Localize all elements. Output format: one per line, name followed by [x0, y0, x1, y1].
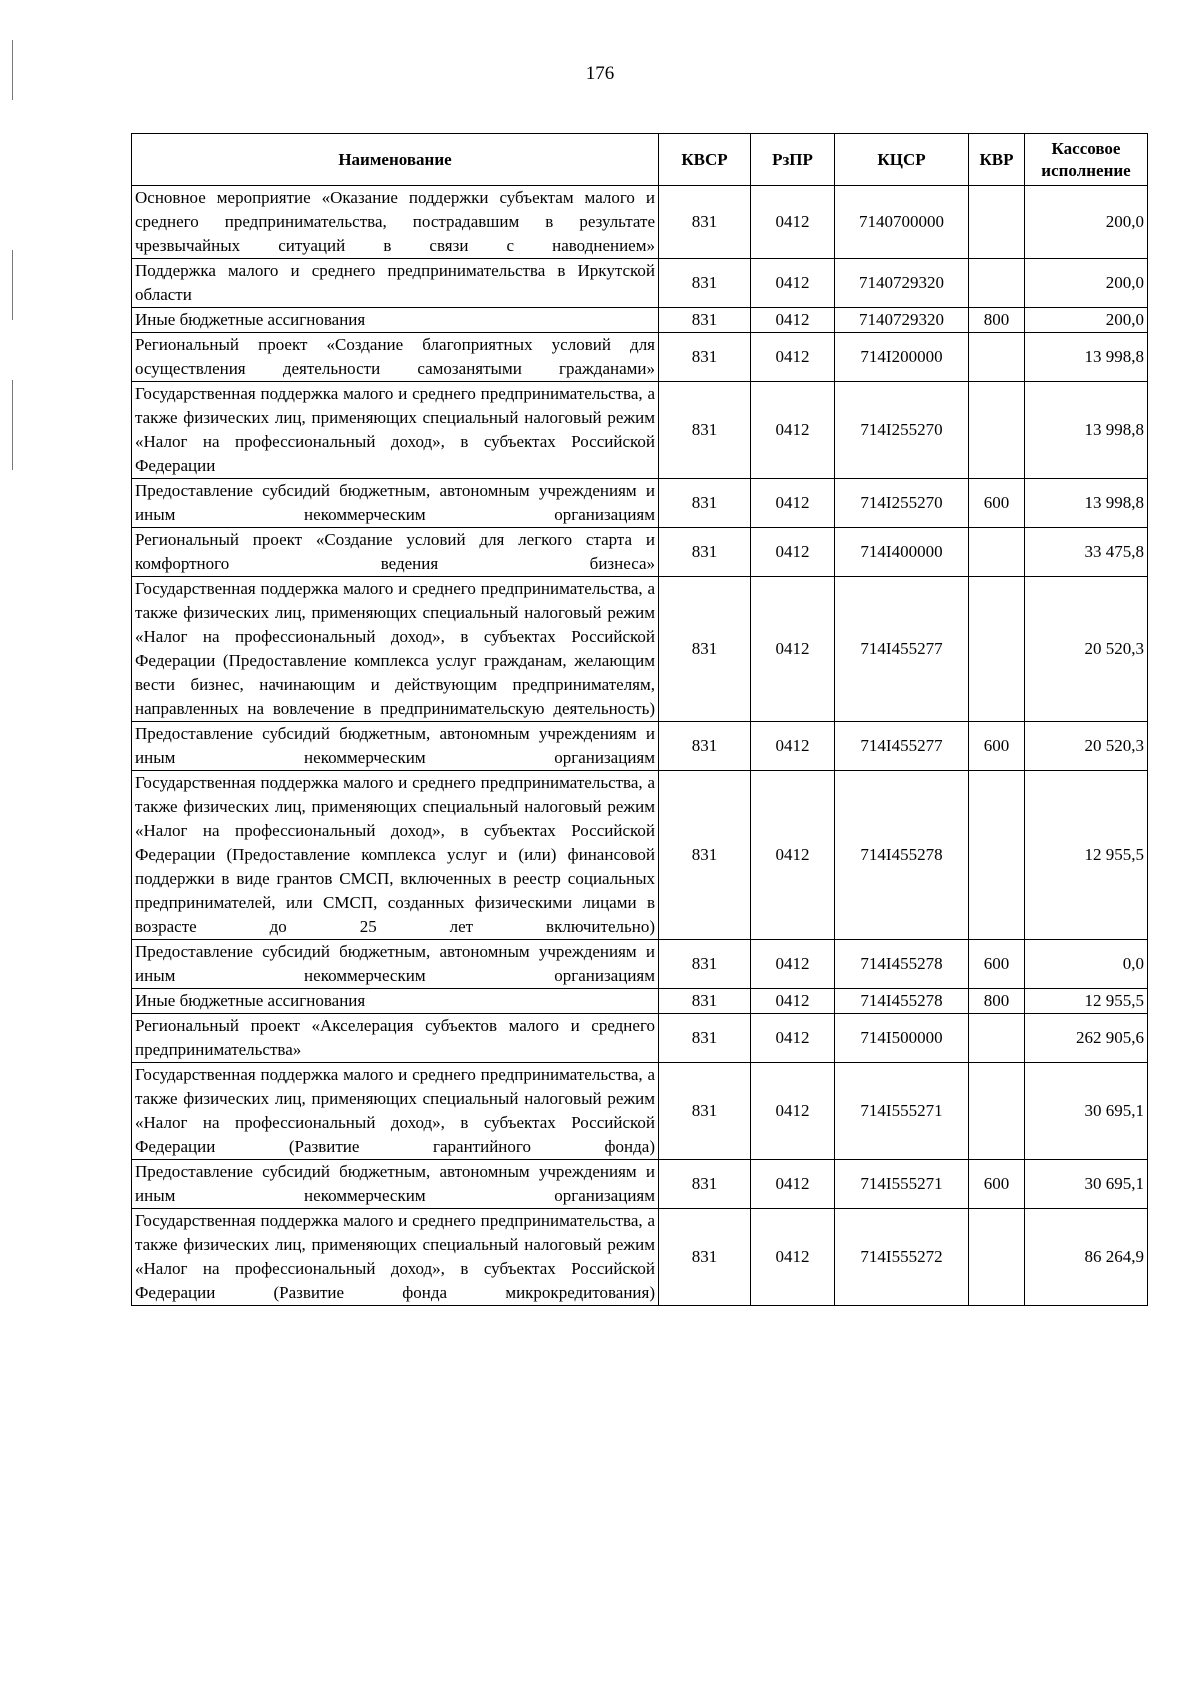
row-sum: 86 264,9: [1025, 1209, 1148, 1306]
header-kvr: КВР: [969, 134, 1025, 186]
row-kvsr: 831: [659, 528, 751, 577]
row-kvsr: 831: [659, 1014, 751, 1063]
row-kcsr: 714I455277: [835, 577, 969, 722]
row-rzpr: 0412: [751, 722, 835, 771]
row-rzpr: 0412: [751, 577, 835, 722]
table-row: [132, 1209, 1148, 1306]
row-sum: 0,0: [1025, 940, 1148, 989]
row-rzpr: 0412: [751, 1160, 835, 1209]
row-sum: 13 998,8: [1025, 382, 1148, 479]
row-sum: 12 955,5: [1025, 771, 1148, 940]
row-rzpr: 0412: [751, 771, 835, 940]
row-rzpr: 0412: [751, 1209, 835, 1306]
row-sum: 13 998,8: [1025, 479, 1148, 528]
row-kvr: [969, 1014, 1025, 1063]
page-number: 176: [585, 63, 615, 84]
table-row: [132, 308, 1148, 333]
row-sum: 33 475,8: [1025, 528, 1148, 577]
row-kvsr: 831: [659, 333, 751, 382]
row-rzpr: 0412: [751, 1014, 835, 1063]
row-name: Предоставление субсидий бюджетным, автономным учреждениям и иным некоммерческим организациям: [132, 940, 659, 989]
row-kcsr: 714I200000: [835, 333, 969, 382]
header-kvsr: КВСР: [659, 134, 751, 186]
row-name: Поддержка малого и среднего предпринимательства в Иркутской области: [132, 259, 659, 308]
row-rzpr: 0412: [751, 308, 835, 333]
row-kvr: 600: [969, 940, 1025, 989]
row-kcsr: 714I455278: [835, 940, 969, 989]
scan-edge-mark: [12, 380, 13, 470]
row-kvsr: 831: [659, 479, 751, 528]
row-kvr: [969, 1063, 1025, 1160]
row-kvsr: 831: [659, 308, 751, 333]
row-sum: 30 695,1: [1025, 1160, 1148, 1209]
row-name: Иные бюджетные ассигнования: [132, 989, 659, 1014]
table-row: [132, 940, 1148, 989]
row-kcsr: 7140729320: [835, 308, 969, 333]
row-name: Государственная поддержка малого и среднего предпринимательства, а также физических лиц, применяющих специальный налоговый режим «Налог на профессиональный доход», в субъектах Российской Федерации: [132, 382, 659, 479]
row-name: Государственная поддержка малого и среднего предпринимательства, а также физических лиц, применяющих специальный налоговый режим «Налог на профессиональный доход», в субъектах Российской Федерации (Развитие фонда микрокредитования): [132, 1209, 659, 1306]
row-kvr: [969, 771, 1025, 940]
row-rzpr: 0412: [751, 382, 835, 479]
table-row: [132, 186, 1148, 259]
row-kvr: [969, 333, 1025, 382]
row-kvsr: 831: [659, 259, 751, 308]
header-kassovoe-ispolnenie: Кассовое исполнение: [1025, 134, 1148, 186]
row-kcsr: 714I500000: [835, 1014, 969, 1063]
table-header-row: [132, 134, 1148, 186]
table-row: [132, 1014, 1148, 1063]
row-sum: 200,0: [1025, 186, 1148, 259]
row-kvsr: 831: [659, 1160, 751, 1209]
row-name: Государственная поддержка малого и среднего предпринимательства, а также физических лиц, применяющих специальный налоговый режим «Налог на профессиональный доход», в субъектах Российской Федерации (Развитие гарантийного фонда): [132, 1063, 659, 1160]
row-kcsr: 714I255270: [835, 479, 969, 528]
row-kvr: [969, 382, 1025, 479]
row-kvr: 800: [969, 308, 1025, 333]
row-name: Предоставление субсидий бюджетным, автономным учреждениям и иным некоммерческим организациям: [132, 1160, 659, 1209]
row-rzpr: 0412: [751, 479, 835, 528]
row-sum: 200,0: [1025, 308, 1148, 333]
row-sum: 13 998,8: [1025, 333, 1148, 382]
row-kcsr: 714I555271: [835, 1160, 969, 1209]
row-name: Региональный проект «Создание благоприятных условий для осуществления деятельности самозанятыми гражданами»: [132, 333, 659, 382]
row-kvsr: 831: [659, 771, 751, 940]
row-rzpr: 0412: [751, 528, 835, 577]
table-row: [132, 382, 1148, 479]
header-rzpr: РзПР: [751, 134, 835, 186]
table-row: [132, 1160, 1148, 1209]
row-kvr: [969, 577, 1025, 722]
row-sum: 12 955,5: [1025, 989, 1148, 1014]
row-sum: 20 520,3: [1025, 722, 1148, 771]
row-kcsr: 714I400000: [835, 528, 969, 577]
row-kvsr: 831: [659, 989, 751, 1014]
row-rzpr: 0412: [751, 940, 835, 989]
table-row: [132, 333, 1148, 382]
table-row: [132, 479, 1148, 528]
budget-table: [131, 133, 1148, 1306]
table-row: [132, 722, 1148, 771]
row-rzpr: 0412: [751, 259, 835, 308]
scan-edge-mark: [12, 250, 13, 320]
row-kvr: 600: [969, 1160, 1025, 1209]
row-kvsr: 831: [659, 1063, 751, 1160]
row-name: Иные бюджетные ассигнования: [132, 308, 659, 333]
row-sum: 20 520,3: [1025, 577, 1148, 722]
row-kcsr: 7140729320: [835, 259, 969, 308]
table-row: [132, 577, 1148, 722]
row-kvr: [969, 186, 1025, 259]
row-kcsr: 714I555271: [835, 1063, 969, 1160]
row-kcsr: 714I455277: [835, 722, 969, 771]
row-name: Региональный проект «Создание условий для легкого старта и комфортного ведения бизнеса»: [132, 528, 659, 577]
row-name: Региональный проект «Акселерация субъектов малого и среднего предпринимательства»: [132, 1014, 659, 1063]
row-kvsr: 831: [659, 577, 751, 722]
row-rzpr: 0412: [751, 333, 835, 382]
row-kvr: 600: [969, 722, 1025, 771]
row-name: Государственная поддержка малого и среднего предпринимательства, а также физических лиц, применяющих специальный налоговый режим «Налог на профессиональный доход», в субъектах Российской Федерации (Предоставление комплекса услуг гражданам, желающим вести бизнес, начинающим и действующим предпринимателям, направленных на вовлечение в предпринимательскую деятельность): [132, 577, 659, 722]
row-kvsr: 831: [659, 722, 751, 771]
row-rzpr: 0412: [751, 1063, 835, 1160]
row-sum: 30 695,1: [1025, 1063, 1148, 1160]
row-kcsr: 714I455278: [835, 989, 969, 1014]
row-name: Предоставление субсидий бюджетным, автономным учреждениям и иным некоммерческим организациям: [132, 722, 659, 771]
row-kcsr: 714I555272: [835, 1209, 969, 1306]
row-name: Предоставление субсидий бюджетным, автономным учреждениям и иным некоммерческим организациям: [132, 479, 659, 528]
table-row: [132, 259, 1148, 308]
table-row: [132, 989, 1148, 1014]
row-rzpr: 0412: [751, 186, 835, 259]
row-kvsr: 831: [659, 940, 751, 989]
row-name: Основное мероприятие «Оказание поддержки субъектам малого и среднего предпринимательства, пострадавшим в результате чрезвычайных ситуаций в связи с наводнением»: [132, 186, 659, 259]
row-kcsr: 714I455278: [835, 771, 969, 940]
row-kvsr: 831: [659, 1209, 751, 1306]
row-kvr: [969, 528, 1025, 577]
row-kcsr: 714I255270: [835, 382, 969, 479]
header-name: Наименование: [132, 134, 659, 186]
row-kvsr: 831: [659, 382, 751, 479]
row-kcsr: 7140700000: [835, 186, 969, 259]
row-rzpr: 0412: [751, 989, 835, 1014]
row-kvr: [969, 1209, 1025, 1306]
row-sum: 200,0: [1025, 259, 1148, 308]
row-kvr: 600: [969, 479, 1025, 528]
table-row: [132, 771, 1148, 940]
table-row: [132, 1063, 1148, 1160]
row-sum: 262 905,6: [1025, 1014, 1148, 1063]
row-kvr: 800: [969, 989, 1025, 1014]
row-kvsr: 831: [659, 186, 751, 259]
row-kvr: [969, 259, 1025, 308]
row-name: Государственная поддержка малого и среднего предпринимательства, а также физических лиц, применяющих специальный налоговый режим «Налог на профессиональный доход», в субъектах Российской Федерации (Предоставление комплекса услуг и (или) финансовой поддержки в виде грантов СМСП, включенных в реестр социальных предпринимателей, или СМСП, созданных физическими лицами в возрасте до 25 лет включительно): [132, 771, 659, 940]
header-kcsr: КЦСР: [835, 134, 969, 186]
table-row: [132, 528, 1148, 577]
